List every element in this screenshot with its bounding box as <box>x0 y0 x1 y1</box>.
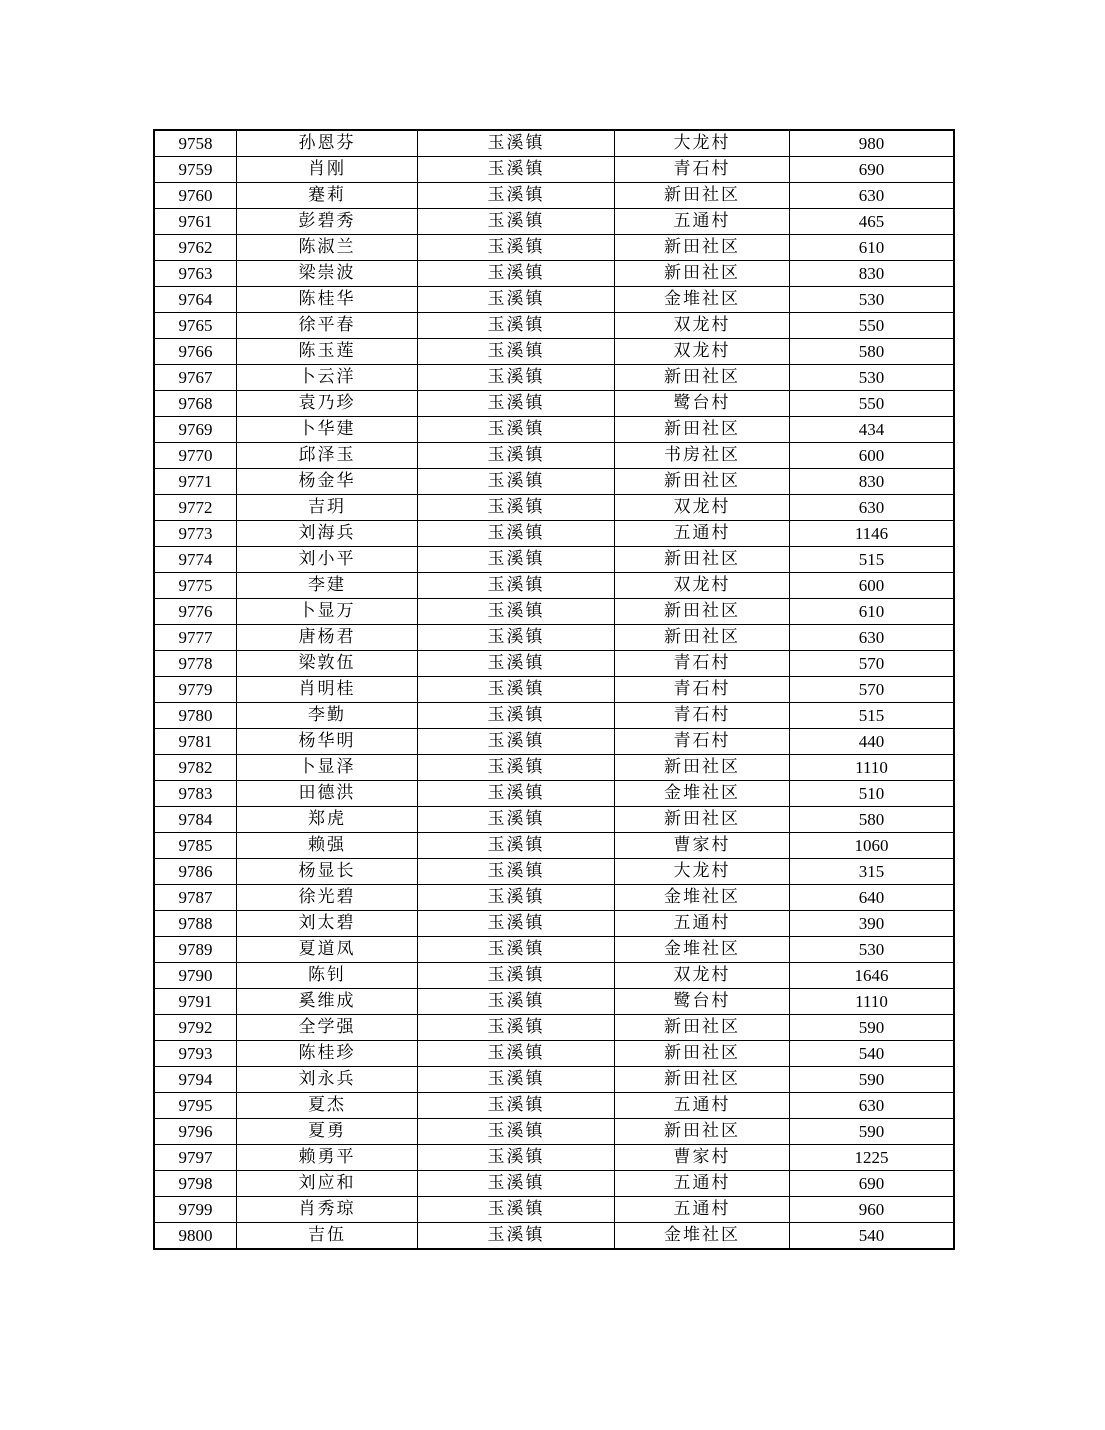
person-name-cell: 刘小平 <box>237 547 418 573</box>
town-cell: 玉溪镇 <box>418 313 615 339</box>
serial-number-cell: 9796 <box>154 1119 237 1145</box>
amount-cell: 515 <box>790 547 955 573</box>
person-name-cell: 陈桂珍 <box>237 1041 418 1067</box>
amount-cell: 540 <box>790 1223 955 1250</box>
serial-number-cell: 9779 <box>154 677 237 703</box>
table-row <box>154 677 954 703</box>
town-cell: 玉溪镇 <box>418 599 615 625</box>
village-cell: 鹭台村 <box>615 391 790 417</box>
table-row <box>154 1171 954 1197</box>
serial-number-cell: 9798 <box>154 1171 237 1197</box>
serial-number-cell: 9764 <box>154 287 237 313</box>
person-name-cell: 夏道凤 <box>237 937 418 963</box>
amount-cell: 630 <box>790 183 955 209</box>
table-row <box>154 521 954 547</box>
village-cell: 新田社区 <box>615 183 790 209</box>
town-cell: 玉溪镇 <box>418 391 615 417</box>
person-name-cell: 郑虎 <box>237 807 418 833</box>
amount-cell: 540 <box>790 1041 955 1067</box>
serial-number-cell: 9778 <box>154 651 237 677</box>
amount-cell: 610 <box>790 599 955 625</box>
village-cell: 金堆社区 <box>615 287 790 313</box>
person-name-cell: 梁崇波 <box>237 261 418 287</box>
person-name-cell: 刘永兵 <box>237 1067 418 1093</box>
table-row <box>154 547 954 573</box>
serial-number-cell: 9761 <box>154 209 237 235</box>
amount-cell: 830 <box>790 469 955 495</box>
amount-cell: 1060 <box>790 833 955 859</box>
person-name-cell: 赖勇平 <box>237 1145 418 1171</box>
town-cell: 玉溪镇 <box>418 885 615 911</box>
table-row <box>154 183 954 209</box>
village-cell: 新田社区 <box>615 1067 790 1093</box>
serial-number-cell: 9767 <box>154 365 237 391</box>
village-cell: 五通村 <box>615 209 790 235</box>
table-row <box>154 469 954 495</box>
person-name-cell: 袁乃珍 <box>237 391 418 417</box>
amount-cell: 600 <box>790 573 955 599</box>
town-cell: 玉溪镇 <box>418 495 615 521</box>
village-cell: 青石村 <box>615 677 790 703</box>
table-row <box>154 495 954 521</box>
village-cell: 大龙村 <box>615 130 790 157</box>
serial-number-cell: 9765 <box>154 313 237 339</box>
town-cell: 玉溪镇 <box>418 963 615 989</box>
town-cell: 玉溪镇 <box>418 130 615 157</box>
amount-cell: 570 <box>790 677 955 703</box>
amount-cell: 630 <box>790 495 955 521</box>
table-row <box>154 703 954 729</box>
serial-number-cell: 9769 <box>154 417 237 443</box>
town-cell: 玉溪镇 <box>418 1171 615 1197</box>
village-cell: 双龙村 <box>615 313 790 339</box>
serial-number-cell: 9762 <box>154 235 237 261</box>
village-cell: 新田社区 <box>615 1015 790 1041</box>
village-cell: 双龙村 <box>615 963 790 989</box>
village-cell: 金堆社区 <box>615 781 790 807</box>
village-cell: 金堆社区 <box>615 1223 790 1250</box>
table-row <box>154 989 954 1015</box>
serial-number-cell: 9759 <box>154 157 237 183</box>
town-cell: 玉溪镇 <box>418 339 615 365</box>
amount-cell: 590 <box>790 1067 955 1093</box>
town-cell: 玉溪镇 <box>418 989 615 1015</box>
table-row <box>154 209 954 235</box>
town-cell: 玉溪镇 <box>418 1197 615 1223</box>
amount-cell: 1110 <box>790 755 955 781</box>
person-name-cell: 孙恩芬 <box>237 130 418 157</box>
person-name-cell: 刘太碧 <box>237 911 418 937</box>
village-cell: 新田社区 <box>615 755 790 781</box>
town-cell: 玉溪镇 <box>418 937 615 963</box>
serial-number-cell: 9793 <box>154 1041 237 1067</box>
serial-number-cell: 9795 <box>154 1093 237 1119</box>
serial-number-cell: 9758 <box>154 130 237 157</box>
person-name-cell: 李勤 <box>237 703 418 729</box>
person-name-cell: 吉伍 <box>237 1223 418 1250</box>
person-name-cell: 肖刚 <box>237 157 418 183</box>
serial-number-cell: 9788 <box>154 911 237 937</box>
serial-number-cell: 9784 <box>154 807 237 833</box>
village-cell: 金堆社区 <box>615 885 790 911</box>
table-row <box>154 625 954 651</box>
table-row <box>154 1067 954 1093</box>
person-name-cell: 肖秀琼 <box>237 1197 418 1223</box>
table-row <box>154 755 954 781</box>
town-cell: 玉溪镇 <box>418 755 615 781</box>
serial-number-cell: 9782 <box>154 755 237 781</box>
village-cell: 双龙村 <box>615 339 790 365</box>
village-cell: 五通村 <box>615 521 790 547</box>
village-cell: 曹家村 <box>615 1145 790 1171</box>
amount-cell: 980 <box>790 130 955 157</box>
serial-number-cell: 9789 <box>154 937 237 963</box>
village-cell: 新田社区 <box>615 547 790 573</box>
person-name-cell: 刘海兵 <box>237 521 418 547</box>
town-cell: 玉溪镇 <box>418 729 615 755</box>
serial-number-cell: 9772 <box>154 495 237 521</box>
village-cell: 新田社区 <box>615 1119 790 1145</box>
amount-cell: 465 <box>790 209 955 235</box>
person-name-cell: 陈桂华 <box>237 287 418 313</box>
serial-number-cell: 9783 <box>154 781 237 807</box>
table-row <box>154 1041 954 1067</box>
table-row <box>154 807 954 833</box>
serial-number-cell: 9790 <box>154 963 237 989</box>
amount-cell: 690 <box>790 157 955 183</box>
person-name-cell: 奚维成 <box>237 989 418 1015</box>
town-cell: 玉溪镇 <box>418 469 615 495</box>
table-row <box>154 859 954 885</box>
amount-cell: 610 <box>790 235 955 261</box>
person-name-cell: 蹇莉 <box>237 183 418 209</box>
serial-number-cell: 9800 <box>154 1223 237 1250</box>
person-name-cell: 梁敦伍 <box>237 651 418 677</box>
town-cell: 玉溪镇 <box>418 157 615 183</box>
table-row <box>154 963 954 989</box>
village-cell: 五通村 <box>615 1093 790 1119</box>
amount-cell: 1146 <box>790 521 955 547</box>
table-row <box>154 339 954 365</box>
amount-cell: 515 <box>790 703 955 729</box>
village-cell: 新田社区 <box>615 625 790 651</box>
village-cell: 五通村 <box>615 1171 790 1197</box>
town-cell: 玉溪镇 <box>418 833 615 859</box>
village-cell: 新田社区 <box>615 365 790 391</box>
town-cell: 玉溪镇 <box>418 1093 615 1119</box>
village-cell: 书房社区 <box>615 443 790 469</box>
serial-number-cell: 9791 <box>154 989 237 1015</box>
table-row <box>154 391 954 417</box>
village-cell: 青石村 <box>615 651 790 677</box>
roster-table <box>153 129 955 1250</box>
person-name-cell: 徐光碧 <box>237 885 418 911</box>
serial-number-cell: 9768 <box>154 391 237 417</box>
town-cell: 玉溪镇 <box>418 1119 615 1145</box>
village-cell: 鹭台村 <box>615 989 790 1015</box>
town-cell: 玉溪镇 <box>418 443 615 469</box>
person-name-cell: 肖明桂 <box>237 677 418 703</box>
amount-cell: 830 <box>790 261 955 287</box>
person-name-cell: 徐平春 <box>237 313 418 339</box>
town-cell: 玉溪镇 <box>418 183 615 209</box>
town-cell: 玉溪镇 <box>418 235 615 261</box>
serial-number-cell: 9774 <box>154 547 237 573</box>
person-name-cell: 吉玥 <box>237 495 418 521</box>
table-row <box>154 1093 954 1119</box>
serial-number-cell: 9792 <box>154 1015 237 1041</box>
amount-cell: 630 <box>790 625 955 651</box>
village-cell: 五通村 <box>615 911 790 937</box>
table-row <box>154 157 954 183</box>
amount-cell: 590 <box>790 1119 955 1145</box>
village-cell: 双龙村 <box>615 495 790 521</box>
serial-number-cell: 9763 <box>154 261 237 287</box>
town-cell: 玉溪镇 <box>418 911 615 937</box>
town-cell: 玉溪镇 <box>418 781 615 807</box>
serial-number-cell: 9770 <box>154 443 237 469</box>
amount-cell: 550 <box>790 391 955 417</box>
village-cell: 金堆社区 <box>615 937 790 963</box>
amount-cell: 630 <box>790 1093 955 1119</box>
amount-cell: 390 <box>790 911 955 937</box>
amount-cell: 640 <box>790 885 955 911</box>
table-row <box>154 417 954 443</box>
village-cell: 新田社区 <box>615 235 790 261</box>
village-cell: 大龙村 <box>615 859 790 885</box>
serial-number-cell: 9794 <box>154 1067 237 1093</box>
table-row <box>154 651 954 677</box>
person-name-cell: 杨华明 <box>237 729 418 755</box>
serial-number-cell: 9773 <box>154 521 237 547</box>
village-cell: 曹家村 <box>615 833 790 859</box>
village-cell: 新田社区 <box>615 469 790 495</box>
table-row <box>154 573 954 599</box>
village-cell: 新田社区 <box>615 807 790 833</box>
serial-number-cell: 9777 <box>154 625 237 651</box>
amount-cell: 580 <box>790 807 955 833</box>
town-cell: 玉溪镇 <box>418 287 615 313</box>
amount-cell: 530 <box>790 937 955 963</box>
person-name-cell: 赖强 <box>237 833 418 859</box>
amount-cell: 1225 <box>790 1145 955 1171</box>
person-name-cell: 杨金华 <box>237 469 418 495</box>
amount-cell: 600 <box>790 443 955 469</box>
amount-cell: 530 <box>790 365 955 391</box>
table-row <box>154 599 954 625</box>
village-cell: 青石村 <box>615 703 790 729</box>
person-name-cell: 全学强 <box>237 1015 418 1041</box>
person-name-cell: 唐杨君 <box>237 625 418 651</box>
table-row <box>154 443 954 469</box>
person-name-cell: 卜云洋 <box>237 365 418 391</box>
table-row <box>154 885 954 911</box>
person-name-cell: 彭碧秀 <box>237 209 418 235</box>
amount-cell: 510 <box>790 781 955 807</box>
person-name-cell: 陈钊 <box>237 963 418 989</box>
serial-number-cell: 9775 <box>154 573 237 599</box>
table-row <box>154 365 954 391</box>
document-page <box>153 129 949 1250</box>
table-row <box>154 1119 954 1145</box>
village-cell: 双龙村 <box>615 573 790 599</box>
village-cell: 新田社区 <box>615 417 790 443</box>
serial-number-cell: 9785 <box>154 833 237 859</box>
person-name-cell: 邱泽玉 <box>237 443 418 469</box>
town-cell: 玉溪镇 <box>418 651 615 677</box>
town-cell: 玉溪镇 <box>418 625 615 651</box>
serial-number-cell: 9771 <box>154 469 237 495</box>
table-row <box>154 729 954 755</box>
person-name-cell: 刘应和 <box>237 1171 418 1197</box>
person-name-cell: 田德洪 <box>237 781 418 807</box>
table-row <box>154 287 954 313</box>
town-cell: 玉溪镇 <box>418 261 615 287</box>
village-cell: 新田社区 <box>615 1041 790 1067</box>
roster-table-body <box>154 130 954 1249</box>
person-name-cell: 卜显泽 <box>237 755 418 781</box>
person-name-cell: 夏勇 <box>237 1119 418 1145</box>
person-name-cell: 卜华建 <box>237 417 418 443</box>
serial-number-cell: 9760 <box>154 183 237 209</box>
person-name-cell: 卜显万 <box>237 599 418 625</box>
table-row <box>154 1015 954 1041</box>
town-cell: 玉溪镇 <box>418 677 615 703</box>
amount-cell: 690 <box>790 1171 955 1197</box>
village-cell: 新田社区 <box>615 599 790 625</box>
table-row <box>154 911 954 937</box>
serial-number-cell: 9766 <box>154 339 237 365</box>
town-cell: 玉溪镇 <box>418 521 615 547</box>
table-row <box>154 1223 954 1250</box>
town-cell: 玉溪镇 <box>418 547 615 573</box>
village-cell: 新田社区 <box>615 261 790 287</box>
village-cell: 青石村 <box>615 729 790 755</box>
table-row <box>154 261 954 287</box>
amount-cell: 570 <box>790 651 955 677</box>
table-row <box>154 937 954 963</box>
amount-cell: 530 <box>790 287 955 313</box>
town-cell: 玉溪镇 <box>418 365 615 391</box>
town-cell: 玉溪镇 <box>418 209 615 235</box>
table-row <box>154 1197 954 1223</box>
town-cell: 玉溪镇 <box>418 1145 615 1171</box>
table-row <box>154 235 954 261</box>
amount-cell: 580 <box>790 339 955 365</box>
person-name-cell: 陈玉莲 <box>237 339 418 365</box>
amount-cell: 1110 <box>790 989 955 1015</box>
serial-number-cell: 9781 <box>154 729 237 755</box>
person-name-cell: 夏杰 <box>237 1093 418 1119</box>
serial-number-cell: 9787 <box>154 885 237 911</box>
town-cell: 玉溪镇 <box>418 417 615 443</box>
table-row <box>154 833 954 859</box>
serial-number-cell: 9799 <box>154 1197 237 1223</box>
town-cell: 玉溪镇 <box>418 1041 615 1067</box>
serial-number-cell: 9780 <box>154 703 237 729</box>
village-cell: 五通村 <box>615 1197 790 1223</box>
serial-number-cell: 9797 <box>154 1145 237 1171</box>
town-cell: 玉溪镇 <box>418 703 615 729</box>
amount-cell: 434 <box>790 417 955 443</box>
town-cell: 玉溪镇 <box>418 1015 615 1041</box>
table-row <box>154 130 954 157</box>
town-cell: 玉溪镇 <box>418 1223 615 1250</box>
town-cell: 玉溪镇 <box>418 859 615 885</box>
town-cell: 玉溪镇 <box>418 1067 615 1093</box>
town-cell: 玉溪镇 <box>418 807 615 833</box>
amount-cell: 440 <box>790 729 955 755</box>
amount-cell: 960 <box>790 1197 955 1223</box>
person-name-cell: 杨显长 <box>237 859 418 885</box>
village-cell: 青石村 <box>615 157 790 183</box>
amount-cell: 550 <box>790 313 955 339</box>
serial-number-cell: 9786 <box>154 859 237 885</box>
serial-number-cell: 9776 <box>154 599 237 625</box>
table-row <box>154 313 954 339</box>
person-name-cell: 李建 <box>237 573 418 599</box>
amount-cell: 1646 <box>790 963 955 989</box>
table-row <box>154 1145 954 1171</box>
amount-cell: 315 <box>790 859 955 885</box>
person-name-cell: 陈淑兰 <box>237 235 418 261</box>
town-cell: 玉溪镇 <box>418 573 615 599</box>
table-row <box>154 781 954 807</box>
amount-cell: 590 <box>790 1015 955 1041</box>
